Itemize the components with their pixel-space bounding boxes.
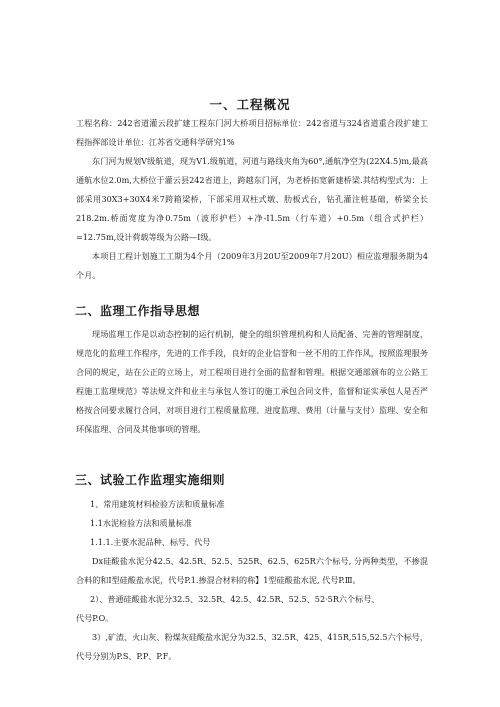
subheading-materials: 1、常用建筑材料检验方法和质量标准 <box>90 499 225 509</box>
project-info-paragraph: 工程名称：242省道灌云段扩建工程东门河大桥项目招标单位：242省道与324省道重合段扩建工程指挥部设计单位：江苏省交通科学研究1% <box>76 118 428 147</box>
bridge-description-paragraph: 东门河为规划V级航道，现为V1.级航道，河道与路线夹角为60°,通航净空为(22X4.5)m,最高通航水位2.0m,大桥位于灌云县242省道上，跨越东门河，为老桥拓宽新建桥梁.其结构型式为：上部采用30X3+30X4米7跨箱梁桥，下部采用双柱式墩、肋板式台，钻孔灌注桩基础，桥梁全长218.2m.桥面宽度为净0.75m（波形护栏）+净-I1.5m（行车道）+0.5m（组合式护栏）=12.75m,设计荷载等级为公路—I级。 <box>76 156 428 242</box>
guiding-principle-paragraph: 现场监理工作是以动态控制的运行机制，健全的组织管理机构和人员配备、完善的管理制度，规范化的监理工作程序，先进的工作手段，良好的企业信誉和一丝不用的工作作风，按照监理服务合同的规定，站在公正的立场上，对工程项目进行全面的监督和管理。根据交通部颁布的立公路工程施工监理规范》等法规文件和业主与承包人签订的施工承包合同文件，监督和证实承包人是否严格按合同要求履行合同，对项目进行工程质量监理、进度监理、费用（计量与支付）监理、安全和环保监理、合同及其他事项的管理。 <box>76 329 428 434</box>
schedule-paragraph: 本项目工程计划施工工期为4个月（2009年3月20U至2009年7月20U）相应监理服务期为4个月。 <box>76 251 428 280</box>
ordinary-cement-line: 2）、普通硅酸盐水泥分32.5、32.5R、42.5、42.5R、52.5、52·5R六个标号、 <box>90 594 380 604</box>
subheading-cement-types: 1.1.1.主要水泥品种、标号、代号 <box>90 537 211 547</box>
slag-cement-paragraph: 3）,矿渣、火山灰、粉煤灰硅酸盐水泥分为32.5、32.5R、425、415R,515,52.5六个标号，代号分别为P.S、P.P、P.F。 <box>76 632 428 661</box>
section-3-title: 三、试验工作监理实施细则 <box>75 473 226 487</box>
ordinary-cement-code-line: 代号P.O。 <box>76 613 114 623</box>
subheading-cement: 1.1水泥检验方法和质量标准 <box>90 518 192 528</box>
section-1-title: 一、工程概况 <box>209 97 291 112</box>
section-2-title: 二、监理工作指导思想 <box>75 304 201 318</box>
portland-cement-paragraph: Dx硅酸盐水泥分42.5、42.5R、52.5、525R、62.5、625R六个标号, 分两种类型，不掺混合料的和I型硅酸盐水泥，代号P.1.掺混合材料的称】1型硅酸盐水泥, 代号P.Ⅲ。 <box>76 556 428 585</box>
